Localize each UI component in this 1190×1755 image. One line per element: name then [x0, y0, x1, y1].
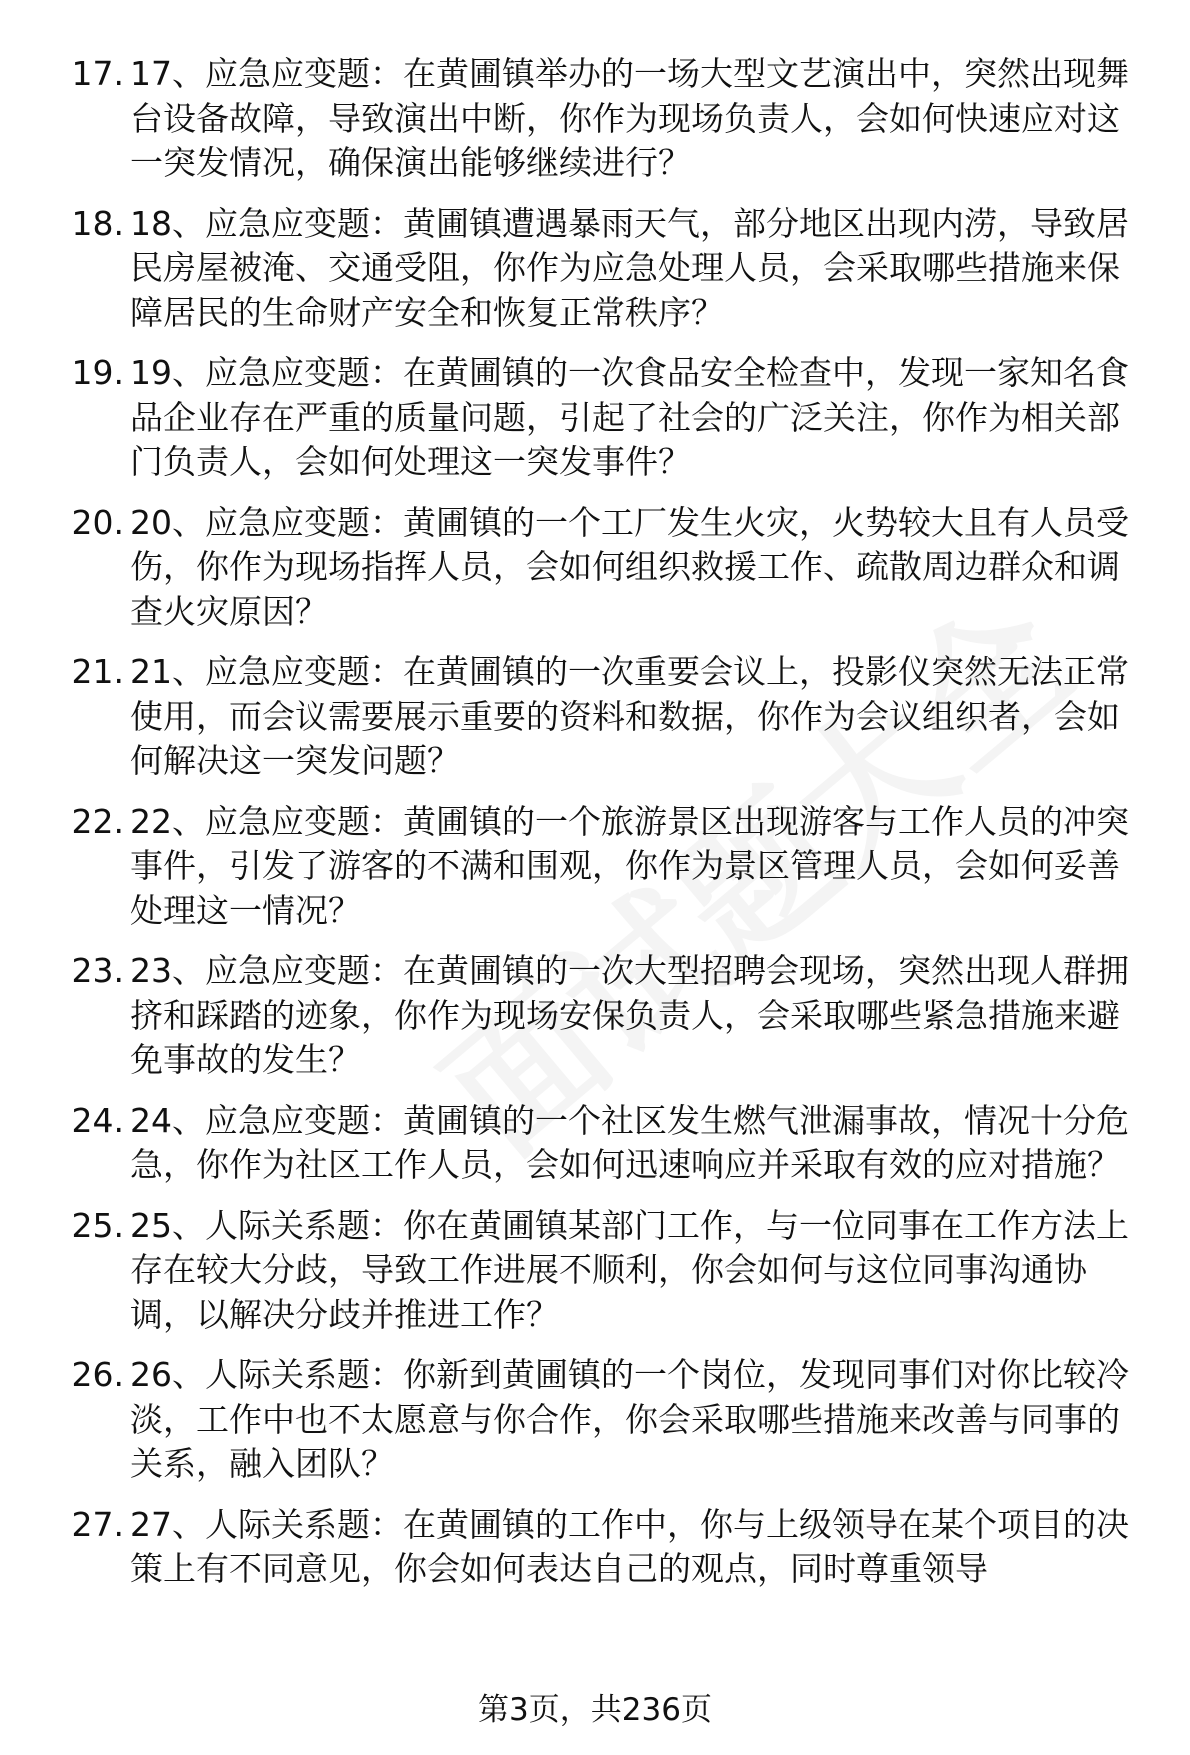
list-item	[71, 1204, 1150, 1338]
list-item	[71, 800, 1150, 934]
item-text: 18、应急应变题：黄圃镇遭遇暴雨天气，部分地区出现内涝，导致居民房屋被淹、交通受阻，你作为应急处理人员，会采取哪些措施来保障居民的生命财产安全和恢复正常秩序？	[130, 203, 1129, 332]
list-item	[71, 501, 1150, 635]
item-number: 17.	[71, 54, 124, 93]
item-text: 22、应急应变题：黄圃镇的一个旅游景区出现游客与工作人员的冲突事件，引发了游客的不满和围观，你作为景区管理人员，会如何妥善处理这一情况？	[130, 801, 1129, 930]
item-number: 23.	[71, 951, 124, 990]
item-text: 24、应急应变题：黄圃镇的一个社区发生燃气泄漏事故，情况十分危急，你作为社区工作人员，会如何迅速响应并采取有效的应对措施？	[130, 1100, 1129, 1184]
item-text: 27、人际关系题：在黄圃镇的工作中，你与上级领导在某个项目的决策上有不同意见，你会如何表达自己的观点，同时尊重领导	[130, 1504, 1129, 1588]
list-item	[71, 949, 1150, 1083]
list-item	[71, 1353, 1150, 1487]
item-text: 26、人际关系题：你新到黄圃镇的一个岗位，发现同事们对你比较冷淡，工作中也不太愿意与你合作，你会采取哪些措施来改善与同事的关系，融入团队？	[130, 1355, 1129, 1483]
item-text: 19、应急应变题：在黄圃镇的一次食品安全检查中，发现一家知名食品企业存在严重的质量问题，引起了社会的广泛关注，你作为相关部门负责人，会如何处理这一突发事件？	[130, 353, 1129, 481]
page-footer	[0, 1690, 1190, 1730]
list-item	[71, 650, 1150, 784]
page-number: 第3页，共236页	[478, 1692, 712, 1728]
item-number: 25.	[71, 1205, 124, 1245]
list-item	[71, 202, 1150, 336]
item-number: 18.	[71, 203, 124, 243]
list-item	[71, 1503, 1150, 1592]
list-item	[71, 351, 1150, 485]
item-text: 23、应急应变题：在黄圃镇的一次大型招聘会现场，突然出现人群拥挤和踩踏的迹象，你作为现场安保负责人，会采取哪些紧急措施来避免事故的发生？	[130, 951, 1129, 1079]
item-number: 24.	[71, 1100, 124, 1140]
item-number: 19.	[71, 353, 124, 392]
item-number: 26.	[71, 1355, 124, 1394]
list-item	[71, 1099, 1150, 1188]
question-list	[0, 52, 1190, 1608]
item-number: 27.	[71, 1504, 124, 1544]
item-number: 20.	[71, 502, 124, 542]
list-item	[71, 52, 1150, 186]
item-text: 17、应急应变题：在黄圃镇举办的一场大型文艺演出中，突然出现舞台设备故障，导致演出中断，你作为现场负责人，会如何快速应对这一突发情况，确保演出能够继续进行？	[130, 54, 1129, 182]
item-text: 25、人际关系题：你在黄圃镇某部门工作，与一位同事在工作方法上存在较大分歧，导致工作进展不顺利，你会如何与这位同事沟通协调，以解决分歧并推进工作？	[130, 1205, 1129, 1334]
item-number: 22.	[71, 801, 124, 841]
item-text: 21、应急应变题：在黄圃镇的一次重要会议上，投影仪突然无法正常使用，而会议需要展示重要的资料和数据，你作为会议组织者，会如何解决这一突发问题？	[130, 652, 1129, 780]
item-text: 20、应急应变题：黄圃镇的一个工厂发生火灾，火势较大且有人员受伤，你作为现场指挥人员，会如何组织救援工作、疏散周边群众和调查火灾原因？	[130, 502, 1129, 631]
item-number: 21.	[71, 652, 124, 691]
